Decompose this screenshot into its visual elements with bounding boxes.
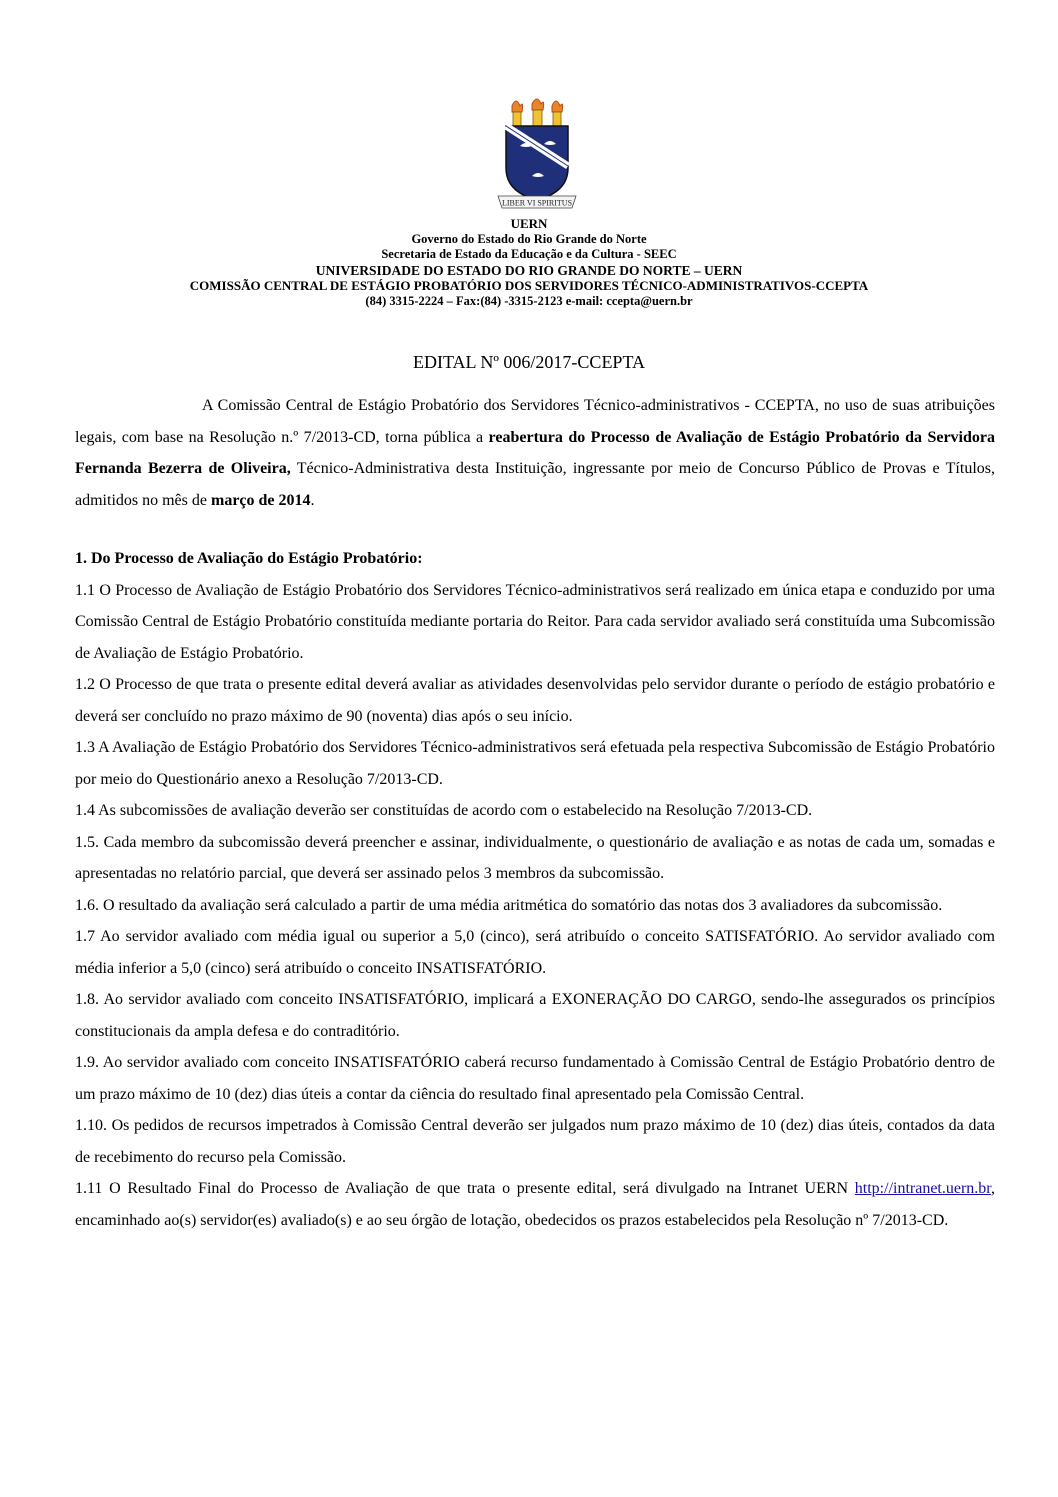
intro-paragraph <box>75 390 995 516</box>
item-1-11-text-b: , encaminhado ao(s) servidor(es) avaliado(s) e ao seu órgão de lotação, obedecidos os prazos estabelecidos pela Resolução nº 7/2013-CD. <box>75 1180 995 1229</box>
intro-bold-1: reabertura do Processo de Avaliação de Estágio Probatório da Servidora Fernanda Bezerra de Oliveira, <box>75 428 996 477</box>
section-item: 1.4 As subcomissões de avaliação deverão ser constituídas de acordo com o estabelecido na Resolução 7/2013-CD. <box>75 802 813 819</box>
section-item: 1.7 Ao servidor avaliado com média igual ou superior a 5,0 (cinco), será atribuído o conceito SATISFATÓRIO. Ao servidor avaliado com média inferior a 5,0 (cinco) será atribuído o conceito INSATISFATÓRIO. <box>75 928 995 977</box>
institution-header <box>0 216 1058 309</box>
section-heading: 1. Do Processo de Avaliação do Estágio Probatório: <box>75 550 423 567</box>
header-uern: UERN <box>510 216 548 231</box>
edital-title: EDITAL Nº 006/2017-CCEPTA <box>412 352 645 372</box>
section-item: 1.3 A Avaliação de Estágio Probatório dos Servidores Técnico-administrativos será efetuada pela respectiva Subcomissão de Estágio Probatório por meio do Questionário anexo a Resolução 7/2013-CD. <box>75 739 995 788</box>
torch-icon <box>532 99 544 126</box>
header-government: Governo do Estado do Rio Grande do Norte <box>411 231 647 246</box>
section-item: 1.5. Cada membro da subcomissão deverá preencher e assinar, individualmente, o questionário de avaliação e as notas de cada um, somadas e apresentadas no relatório parcial, que deverá ser assinado pelos 3 membros da subcomissão. <box>75 833 995 882</box>
intro-text-3: . <box>310 491 315 509</box>
intranet-link[interactable]: http://intranet.uern.br <box>854 1180 991 1197</box>
section-item: 1.8. Ao servidor avaliado com conceito INSATISFATÓRIO, implicará a EXONERAÇÃO DO CARGO, sendo-lhe assegurados os princípios constitucionais da ampla defesa e do contraditório. <box>75 991 995 1040</box>
header-commission: COMISSÃO CENTRAL DE ESTÁGIO PROBATÓRIO DOS SERVIDORES TÉCNICO-ADMINISTRATIVOS-CCEPTA <box>189 278 869 293</box>
uern-coat-of-arms-logo <box>494 96 580 216</box>
section-item-1-11 <box>75 1173 995 1236</box>
header-contact: (84) 3315-2224 – Fax:(84) -3315-2123 e-mail: ccepta@uern.br <box>365 293 693 308</box>
intro-text-2: Técnico-Administrativa desta Instituição, ingressante por meio de Concurso Público de Provas e Títulos, admitidos no mês de <box>75 460 995 509</box>
torch-icon <box>552 101 563 126</box>
torch-icon <box>512 101 523 126</box>
section-item: 1.10. Os pedidos de recursos impetrados à Comissão Central deverão ser julgados num prazo máximo de 10 (dez) dias úteis, contados da data de recebimento do recurso pela Comissão. <box>75 1117 995 1166</box>
logo-motto: LIBER VI SPIRITUS <box>501 198 573 208</box>
section-item: 1.1 O Processo de Avaliação de Estágio Probatório dos Servidores Técnico-administrativos será realizado em única etapa e conduzido por uma Comissão Central de Estágio Probatório constituída mediante portaria do Reitor. Para cada servidor avaliado será constituída uma Subcomissão de Avaliação de Estágio Probatório. <box>75 581 995 662</box>
section-item: 1.2 O Processo de que trata o presente edital deverá avaliar as atividades desenvolvidas pelo servidor durante o período de estágio probatório e deverá ser concluído no prazo máximo de 90 (noventa) dias após o seu início. <box>75 676 995 725</box>
section-item: 1.6. O resultado da avaliação será calculado a partir de uma média aritmética do somatório das notas dos 3 avaliadores da subcomissão. <box>75 896 943 914</box>
intro-bold-2: março de 2014 <box>210 491 311 509</box>
item-1-11-text-a: 1.11 O Resultado Final do Processo de Avaliação de que trata o presente edital, será divulgado na Intranet UERN <box>75 1180 855 1197</box>
section-item: 1.9. Ao servidor avaliado com conceito INSATISFATÓRIO caberá recurso fundamentado à Comissão Central de Estágio Probatório dentro de um prazo máximo de 10 (dez) dias úteis a contar da ciência do resultado final apresentado pela Comissão Central. <box>75 1054 995 1103</box>
header-university: UNIVERSIDADE DO ESTADO DO RIO GRANDE DO NORTE – UERN <box>315 262 743 278</box>
intro-text-1: A Comissão Central de Estágio Probatório dos Servidores Técnico-administrativos - CCEPTA, no uso de suas atribuições legais, com base na Resolução n.º 7/2013-CD, torna pública a <box>75 397 995 446</box>
document-body <box>75 390 995 1236</box>
header-secretaria: Secretaria de Estado da Educação e da Cultura - SEEC <box>381 247 677 261</box>
